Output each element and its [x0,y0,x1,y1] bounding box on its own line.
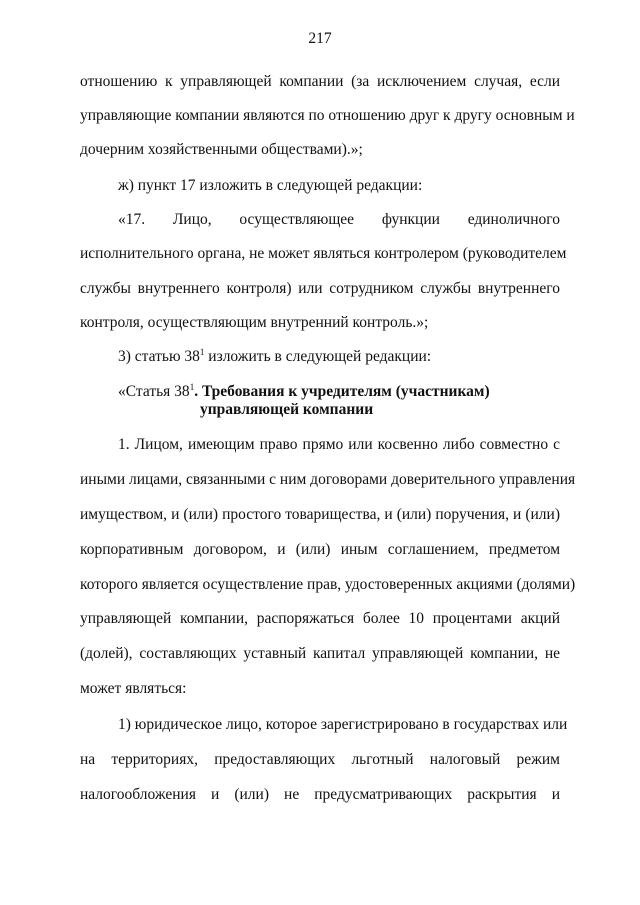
text-line: налогообложения и (или) не предусматривающих раскрытия и [80,786,560,803]
text-line: корпоративным договором, и (или) иным соглашением, предметом [80,541,560,558]
text-line: службы внутреннего контроля) или сотрудником службы внутреннего [80,280,560,297]
page-number: 217 [308,30,332,47]
article-ref: 3) статью 38 [118,348,200,365]
article-ref-rest: изложить в следующей редакции: [208,348,432,365]
superscript: 1 [189,382,195,392]
text-line: управляющей компании, распоряжаться более 10 процентами акций [80,610,560,627]
article-label: «Статья 38 [118,383,190,400]
text-line: дочерним хозяйственными обществами).»; [80,141,363,158]
text-line: иными лицами, связанными с ним договорами доверительного управления [80,471,576,488]
text-line: на территориях, предоставляющих льготный налоговый режим [80,751,560,768]
text-line: контроля, осуществляющим внутренний контроль.»; [80,314,429,331]
text-line: может являться: [80,680,187,697]
text-line: (долей), составляющих уставный капитал управляющей компании, не [80,645,560,662]
text-line: ж) пункт 17 изложить в следующей редакции: [118,177,423,194]
superscript: 1 [199,347,205,357]
text-line: исполнительного органа, не может являться контролером (руководителем [80,245,567,262]
text-line: отношению к управляющей компании (за исключением случая, если [80,73,560,90]
text-line: 1. Лицом, имеющим право прямо или косвенно либо совместно с [118,436,560,453]
article-heading [118,383,560,401]
text-line: «17. Лицо, осуществляющее функции единоличного [118,211,560,228]
article-title: . Требования к учредителям (участникам) [194,383,490,400]
text-line [118,348,560,366]
text-line: которого является осуществление прав, удостоверенных акциями (долями) [80,576,576,593]
text-line: 1) юридическое лицо, которое зарегистрировано в государствах или [118,716,568,733]
article-title-cont: управляющей компании [200,401,374,418]
text-line: имуществом, и (или) простого товарищества, и (или) поручения, и (или) [80,506,560,523]
text-line: управляющие компании являются по отношению друг к другу основным и [80,107,575,124]
